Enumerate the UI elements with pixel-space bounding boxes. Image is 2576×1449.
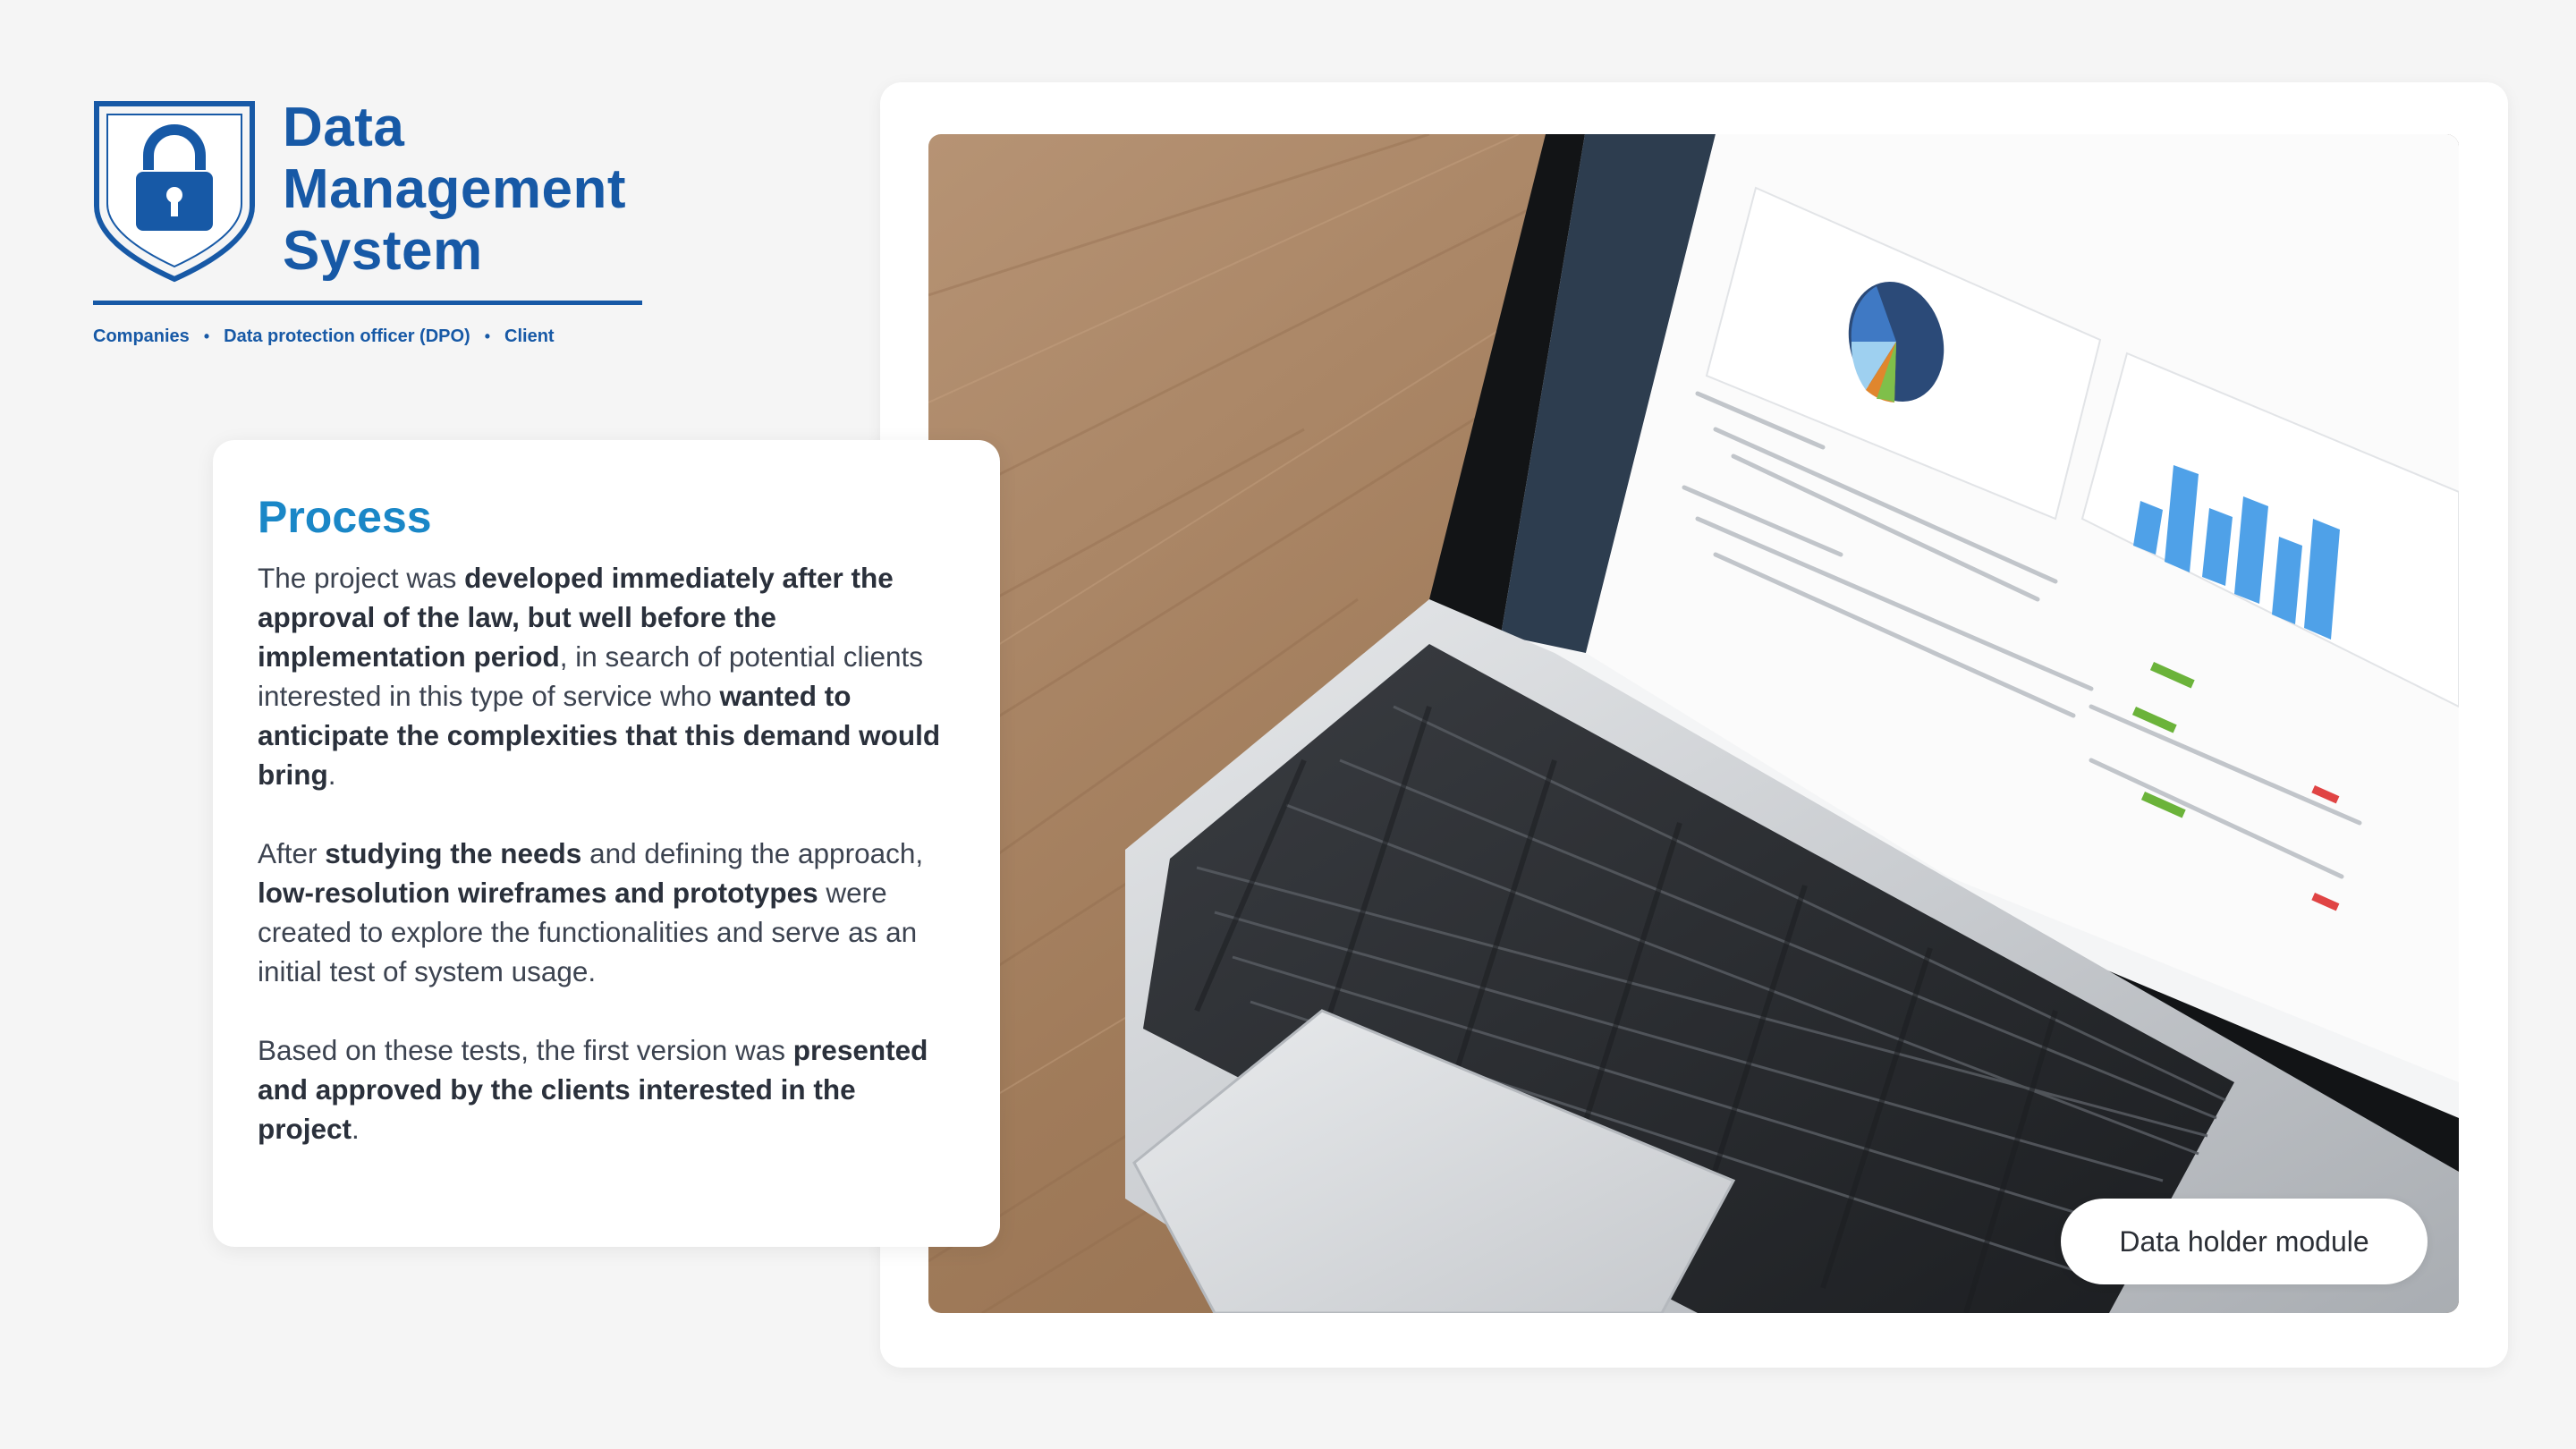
emphasis: low-resolution wireframes and prototypes [258,877,818,909]
photo-card [880,82,2508,1368]
emphasis: studying the needs [325,837,582,869]
emphasis: developed immediately after the approval of the law, but well before the implementation period [258,562,894,673]
tag-separator: • [484,327,491,345]
tag-client: Client [504,326,555,346]
logo-divider [93,301,642,305]
process-paragraph-3 [258,1030,955,1148]
laptop-illustration [928,134,2459,1313]
text: and defining the approach, [581,837,924,869]
text: were created to explore the functionalities and serve as an initial test of system usage. [258,877,918,987]
process-paragraph-1 [258,558,955,794]
process-card [213,440,1000,1247]
text: . [352,1113,360,1145]
process-paragraph-2 [258,834,955,991]
photo-caption: Data holder module [2061,1199,2428,1284]
tag-separator: • [203,327,210,345]
shield-lock-icon [93,100,256,283]
logo-title [283,97,626,282]
process-title: Process [258,492,432,542]
tag-companies: Companies [93,326,190,346]
text: Based on these tests, the first version was [258,1034,793,1066]
emphasis: presented and approved by the clients interested in the project [258,1034,928,1145]
emphasis: wanted to anticipate the complexities that this demand would bring [258,680,941,791]
text: The project was [258,562,465,594]
audience-tags [93,326,642,347]
logo-title-line: Data [283,97,405,158]
logo [93,97,642,347]
tag-dpo: Data protection officer (DPO) [224,326,470,346]
laptop-photo [928,134,2459,1313]
text: , in search of potential clients interested in this type of service who [258,640,924,712]
text: After [258,837,326,869]
logo-title-line: System [283,220,483,282]
logo-title-line: Management [283,158,626,220]
text: . [327,758,336,791]
